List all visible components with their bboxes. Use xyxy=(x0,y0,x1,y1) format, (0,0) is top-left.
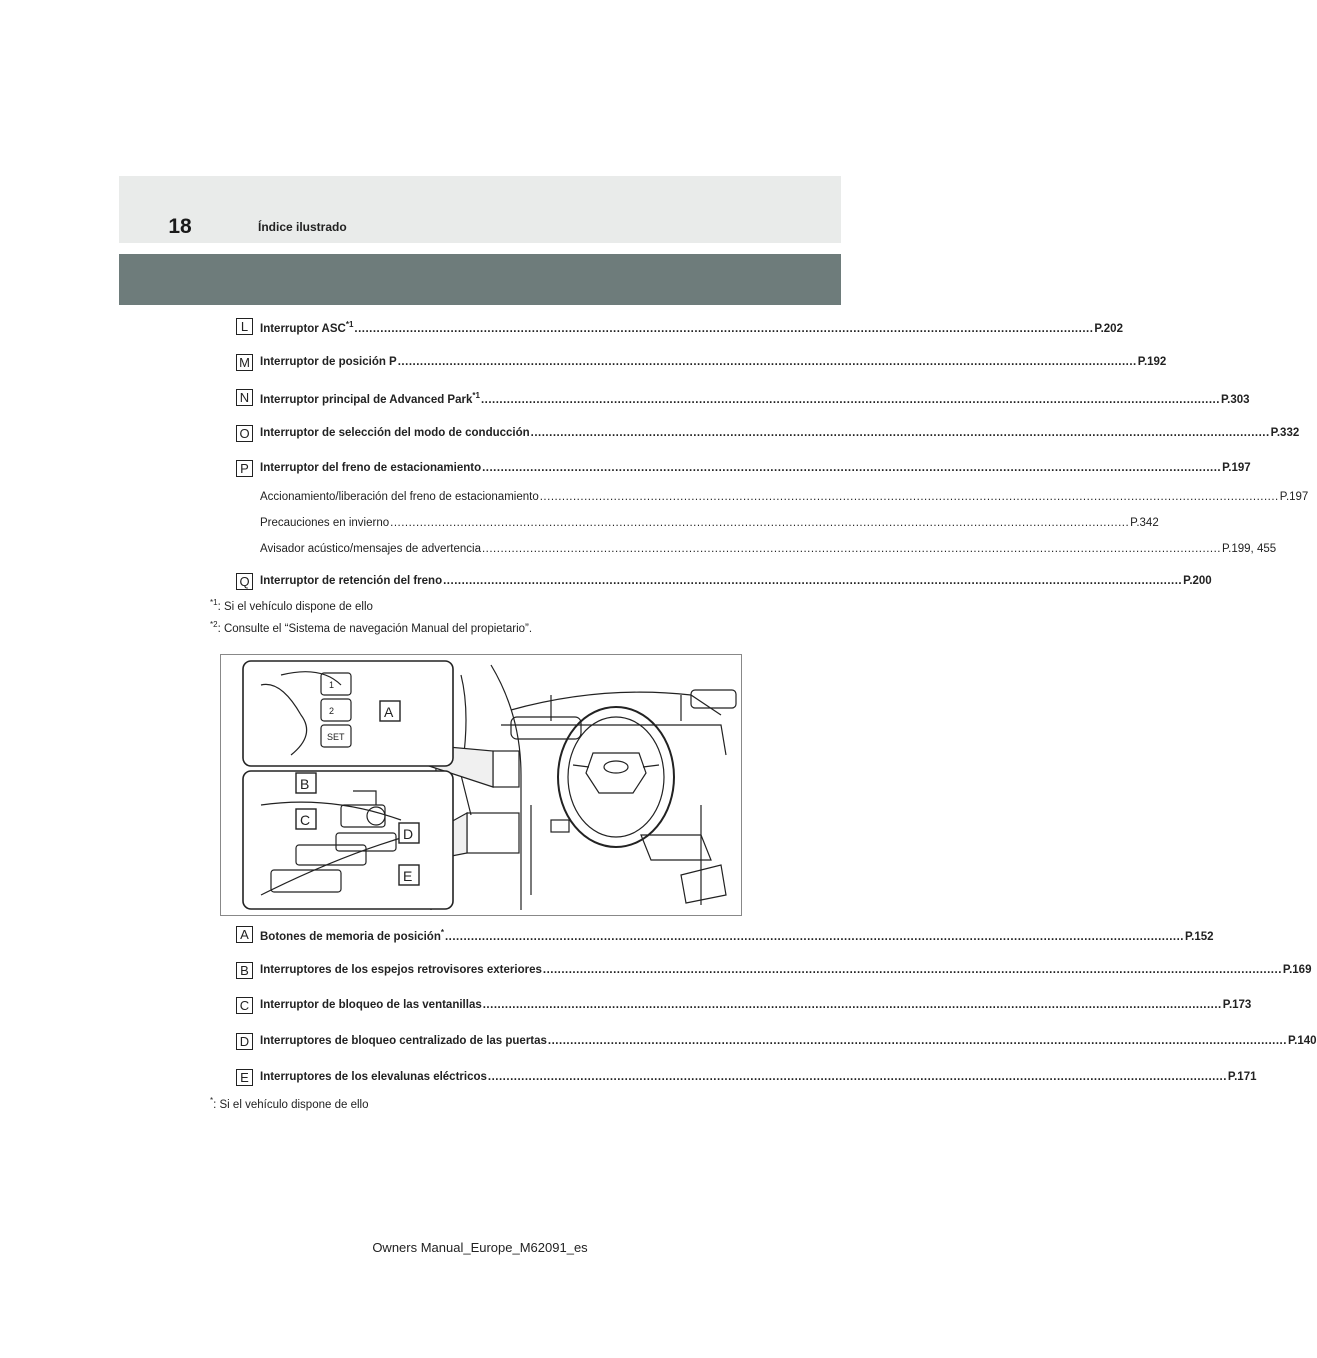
entry-label-text: Precauciones en invierno xyxy=(260,517,390,529)
entry-label-text: Botones de memoria de posición xyxy=(260,930,441,943)
entry-footnote-mark: * xyxy=(440,928,444,937)
index-entry xyxy=(236,319,1123,338)
entry-label-text: Avisador acústico/mensajes de advertencia xyxy=(260,543,481,555)
index-entry xyxy=(236,491,1309,509)
entry-label xyxy=(260,462,481,474)
index-entry xyxy=(236,574,1212,593)
entry-letter-badge: B xyxy=(236,962,253,979)
entry-letter-badge: M xyxy=(236,354,253,371)
entry-footnote-mark: *1 xyxy=(345,320,354,329)
index-entry xyxy=(236,1034,1317,1053)
entry-text xyxy=(260,427,1300,439)
footnote-2 xyxy=(210,620,532,635)
entry-page-ref[interactable]: P.152 xyxy=(1184,930,1214,943)
footnote-3 xyxy=(210,1096,368,1111)
footnote-text: : Si el vehículo dispone de ello xyxy=(217,600,373,613)
leader-dots: ........................................................................................................................................................................................................ xyxy=(542,964,1282,976)
entry-label-text: Interruptor de bloqueo de las ventanillas xyxy=(260,999,482,1011)
leader-dots: ........................................................................................................................................................................................................ xyxy=(397,356,1137,368)
footnote-mark: *2 xyxy=(210,620,218,629)
door-switch-illustration xyxy=(220,654,742,916)
index-entry xyxy=(236,543,1277,561)
entry-text xyxy=(260,999,1252,1011)
entry-text xyxy=(260,462,1251,474)
leader-dots: ........................................................................................................................................................................................................ xyxy=(480,393,1220,406)
entry-text xyxy=(260,356,1167,368)
leader-dots: ........................................................................................................................................................................................................ xyxy=(530,427,1270,439)
footer-document-id: Owners Manual_Europe_M62091_es xyxy=(372,1240,588,1255)
entry-label xyxy=(260,491,539,503)
entry-page-ref[interactable]: P.192 xyxy=(1137,356,1167,368)
footnote-mark: *1 xyxy=(210,598,218,607)
page-number: 18 xyxy=(168,215,192,238)
leader-dots: ........................................................................................................................................................................................................ xyxy=(547,1035,1287,1047)
index-entry xyxy=(236,1070,1257,1089)
entry-letter-badge: P xyxy=(236,460,253,477)
entry-label-text: Interruptor de retención del freno xyxy=(260,575,443,587)
memory-button-1-label: 1 xyxy=(329,680,335,690)
entry-label xyxy=(260,964,542,976)
entry-page-ref[interactable]: P.140 xyxy=(1287,1035,1317,1047)
entry-label-text: Interruptor ASC xyxy=(260,322,346,335)
callout-c: C xyxy=(300,812,311,828)
entry-letter-badge: N xyxy=(236,389,253,406)
footnote-mark: * xyxy=(210,1096,214,1105)
entry-page-ref[interactable]: P.169 xyxy=(1282,964,1312,976)
entry-label xyxy=(260,391,480,406)
entry-letter-badge: A xyxy=(236,926,253,943)
illustration-svg xyxy=(221,655,741,915)
footnote-text: : Si el vehículo dispone de ello xyxy=(213,1098,369,1111)
entry-text xyxy=(260,391,1250,406)
entry-letter-badge: O xyxy=(236,425,253,442)
entry-label-text: Interruptor principal de Advanced Park xyxy=(260,393,473,406)
entry-label xyxy=(260,928,444,943)
entry-text xyxy=(260,491,1309,503)
index-entry xyxy=(236,355,1167,374)
entry-letter-badge: E xyxy=(236,1069,253,1086)
entry-footnote-mark: *1 xyxy=(472,391,480,400)
entry-label xyxy=(260,1071,487,1083)
entry-letter-badge: D xyxy=(236,1033,253,1050)
index-entry xyxy=(236,461,1251,480)
index-entry xyxy=(236,927,1214,946)
entry-page-ref[interactable]: P.342 xyxy=(1130,517,1159,529)
leader-dots: ........................................................................................................................................................................................................ xyxy=(482,999,1222,1011)
entry-page-ref[interactable]: P.200 xyxy=(1183,575,1212,587)
entry-page-ref[interactable]: P.173 xyxy=(1222,999,1252,1011)
entry-letter-badge: C xyxy=(236,997,253,1014)
entry-label xyxy=(260,320,353,335)
entry-page-ref[interactable]: P.199, 455 xyxy=(1221,543,1277,555)
entry-page-ref[interactable]: P.197 xyxy=(1222,462,1251,474)
entry-page-ref[interactable]: P.197 xyxy=(1279,491,1309,503)
leader-dots: ........................................................................................................................................................................................................ xyxy=(443,575,1183,587)
entry-letter-badge: Q xyxy=(236,573,253,590)
index-entry xyxy=(236,517,1159,535)
callout-e: E xyxy=(403,868,413,884)
entry-label xyxy=(260,543,481,555)
leader-dots: ........................................................................................................................................................................................................ xyxy=(481,543,1221,555)
entry-text xyxy=(260,575,1212,587)
leader-dots: ........................................................................................................................................................................................................ xyxy=(390,517,1130,529)
leader-dots: ........................................................................................................................................................................................................ xyxy=(487,1071,1227,1083)
entry-text xyxy=(260,320,1123,335)
section-title: Índice ilustrado xyxy=(258,220,347,234)
entry-letter-badge: L xyxy=(236,318,253,335)
entry-label xyxy=(260,1035,547,1047)
entry-label xyxy=(260,517,389,529)
callout-d: D xyxy=(403,826,414,842)
entry-label-text: Interruptores de los espejos retrovisores exteriores xyxy=(260,964,542,976)
entry-page-ref[interactable]: P.171 xyxy=(1227,1071,1257,1083)
index-entry xyxy=(236,390,1250,409)
entry-page-ref[interactable]: P.332 xyxy=(1270,427,1300,439)
entry-text xyxy=(260,1071,1257,1083)
entry-label xyxy=(260,356,397,368)
entry-label-text: Interruptor de posición P xyxy=(260,356,397,368)
entry-label-text: Interruptor del freno de estacionamiento xyxy=(260,462,482,474)
entry-page-ref[interactable]: P.202 xyxy=(1094,322,1123,335)
footnote-1 xyxy=(210,598,373,613)
callout-b: B xyxy=(300,776,310,792)
entry-page-ref[interactable]: P.303 xyxy=(1220,393,1250,406)
index-entry xyxy=(236,426,1300,445)
memory-button-set-label: SET xyxy=(327,732,345,742)
entry-label xyxy=(260,575,442,587)
chapter-tab-band xyxy=(119,254,841,305)
leader-dots: ........................................................................................................................................................................................................ xyxy=(354,322,1094,335)
callout-a: A xyxy=(384,704,394,720)
footnote-text: : Consulte el “Sistema de navegación Manual del propietario”. xyxy=(217,622,533,635)
entry-text xyxy=(260,928,1214,943)
index-entry xyxy=(236,963,1312,982)
leader-dots: ........................................................................................................................................................................................................ xyxy=(482,462,1222,474)
leader-dots: ........................................................................................................................................................................................................ xyxy=(444,930,1184,943)
entry-label-text: Interruptor de selección del modo de conducción xyxy=(260,427,530,439)
entry-label-text: Accionamiento/liberación del freno de estacionamiento xyxy=(260,491,539,503)
entry-label-text: Interruptores de los elevalunas eléctricos xyxy=(260,1071,487,1083)
index-entry xyxy=(236,998,1252,1017)
entry-label xyxy=(260,999,482,1011)
leader-dots: ........................................................................................................................................................................................................ xyxy=(539,491,1279,503)
memory-button-2-label: 2 xyxy=(329,706,335,716)
entry-text xyxy=(260,1035,1317,1047)
entry-text xyxy=(260,543,1277,555)
entry-text xyxy=(260,517,1159,529)
entry-text xyxy=(260,964,1312,976)
entry-label-text: Interruptores de bloqueo centralizado de las puertas xyxy=(260,1035,547,1047)
entry-label xyxy=(260,427,530,439)
